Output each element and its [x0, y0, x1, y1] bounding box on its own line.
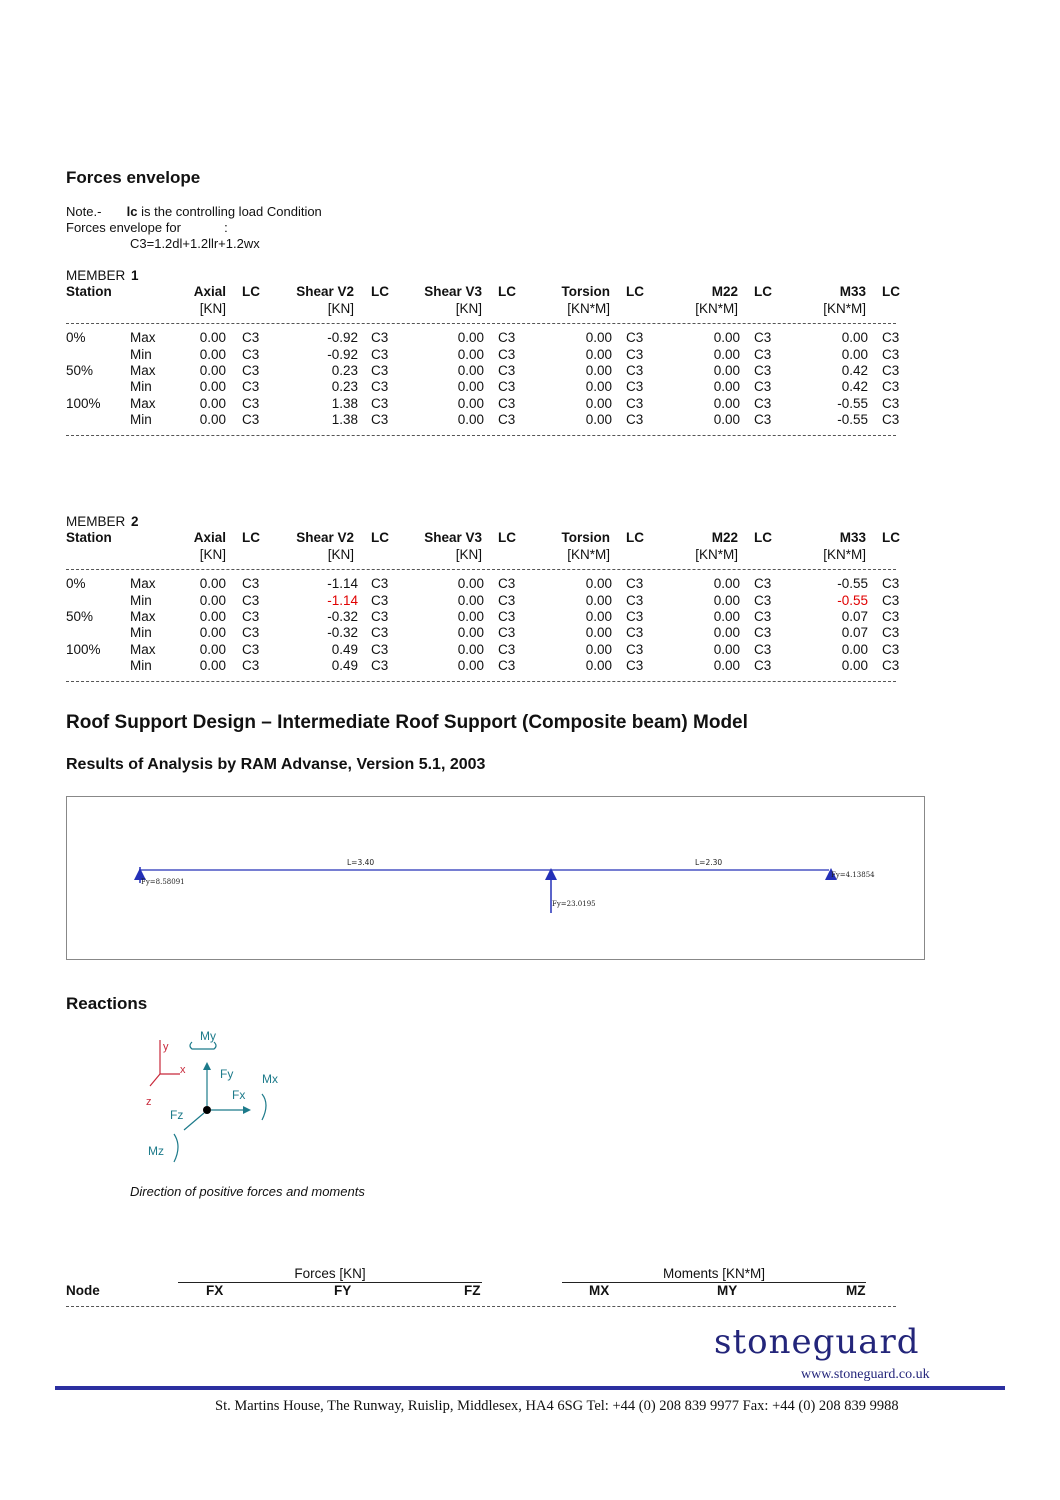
- lc-cell: C3: [371, 395, 389, 411]
- column-header: Torsion: [561, 284, 610, 300]
- member-label: MEMBER: [66, 268, 126, 283]
- lc-cell: C3: [882, 346, 900, 362]
- lc-cell: C3: [882, 625, 900, 641]
- value-cell: 0.00: [585, 330, 612, 346]
- type-cell: Max: [130, 362, 156, 378]
- lc-cell: C3: [242, 592, 260, 608]
- column-header: M33: [839, 284, 866, 300]
- lc-cell: C3: [754, 362, 772, 378]
- value-cell: 0.00: [199, 641, 226, 657]
- design-title: Roof Support Design – Intermediate Roof Support (Composite beam) Model: [66, 712, 748, 733]
- value-cell: 0.00: [199, 362, 226, 378]
- footer-address: St. Martins House, The Runway, Ruislip, Middlesex, HA4 6SG Tel: +44 (0) 208 839 9977 Fax: +44 (0) 208 839 9988: [215, 1398, 899, 1414]
- envelope-for-line: [66, 220, 228, 236]
- design-subtitle: Results of Analysis by RAM Advanse, Version 5.1, 2003: [66, 756, 486, 773]
- lc-header: LC: [371, 530, 389, 546]
- member-number: 2: [131, 514, 139, 529]
- lc-cell: C3: [626, 379, 644, 395]
- type-cell: Min: [130, 379, 152, 395]
- value-cell: 0.00: [585, 576, 612, 592]
- value-cell: 0.00: [841, 346, 868, 362]
- lc-cell: C3: [882, 412, 900, 428]
- dashed-rule: [66, 323, 896, 324]
- lc-header: LC: [498, 530, 516, 546]
- mx-label: Mx: [262, 1072, 278, 1086]
- envelope-for-label: Forces envelope for: [66, 220, 181, 235]
- value-cell: 0.00: [457, 346, 484, 362]
- my-rotation-icon: [190, 1042, 216, 1049]
- reactions-table-divider: [66, 1306, 896, 1307]
- value-cell: 0.07: [841, 625, 868, 641]
- member-units-row: [66, 547, 906, 563]
- value-cell: 0.23: [331, 362, 358, 378]
- table-row: [66, 576, 906, 592]
- member-label: MEMBER: [66, 514, 126, 529]
- lc-cell: C3: [626, 608, 644, 624]
- beam-diagram: [66, 796, 925, 960]
- mx-rotation-icon: [262, 1094, 266, 1120]
- type-cell: Min: [130, 412, 152, 428]
- value-cell: 0.00: [199, 330, 226, 346]
- lc-cell: C3: [371, 346, 389, 362]
- member-divider-bottom: [66, 429, 906, 441]
- value-cell: 0.00: [713, 395, 740, 411]
- station-cell: 50%: [66, 362, 94, 378]
- lc-header: LC: [754, 284, 772, 300]
- column-header: Shear V2: [296, 284, 354, 300]
- z-axis-line: [150, 1074, 160, 1086]
- member-table-2: [66, 514, 906, 687]
- lc-cell: C3: [371, 625, 389, 641]
- lc-cell: C3: [882, 362, 900, 378]
- column-unit: [KN]: [455, 300, 482, 316]
- value-cell: 0.00: [841, 641, 868, 657]
- fy-arrowhead-icon: [203, 1062, 211, 1070]
- value-cell: 0.00: [585, 346, 612, 362]
- value-cell: 0.00: [585, 412, 612, 428]
- lc-cell: C3: [626, 592, 644, 608]
- value-cell: 0.00: [457, 625, 484, 641]
- column-unit: [KN*M]: [567, 546, 610, 562]
- value-cell: 0.00: [457, 576, 484, 592]
- table-row: [66, 658, 906, 674]
- value-cell: -0.55: [837, 412, 868, 428]
- table-row: [66, 642, 906, 658]
- table-row: [66, 347, 906, 363]
- dashed-rule: [66, 681, 896, 682]
- value-cell: 0.00: [713, 362, 740, 378]
- lc-cell: C3: [498, 379, 516, 395]
- column-unit: [KN*M]: [567, 300, 610, 316]
- column-header: Shear V3: [424, 530, 482, 546]
- type-cell: Min: [130, 658, 152, 674]
- value-cell: 0.00: [199, 576, 226, 592]
- lc-cell: C3: [626, 576, 644, 592]
- span1-label: L=3.40: [347, 858, 375, 867]
- forces-group-label: Forces [KN]: [178, 1266, 482, 1283]
- lc-cell: C3: [498, 625, 516, 641]
- z-axis-label: z: [146, 1096, 152, 1108]
- column-header: Shear V3: [424, 284, 482, 300]
- value-cell: 0.00: [199, 395, 226, 411]
- my-label: My: [200, 1029, 216, 1043]
- value-cell: 0.00: [457, 362, 484, 378]
- lc-cell: C3: [371, 330, 389, 346]
- lc-cell: C3: [371, 641, 389, 657]
- y-axis-label: y: [163, 1041, 169, 1053]
- value-cell: 0.00: [713, 641, 740, 657]
- footer-rule: [55, 1386, 1005, 1390]
- lc-cell: C3: [626, 641, 644, 657]
- note-lc: lc: [126, 204, 138, 219]
- value-cell: 0.00: [585, 641, 612, 657]
- value-cell: 0.23: [331, 379, 358, 395]
- lc-cell: C3: [498, 362, 516, 378]
- value-cell: -1.14: [327, 576, 358, 592]
- lc-cell: C3: [371, 379, 389, 395]
- value-cell: 0.42: [841, 362, 868, 378]
- value-cell: -0.32: [327, 608, 358, 624]
- moments-group-label: Moments [KN*M]: [562, 1266, 866, 1283]
- value-cell: 0.00: [713, 576, 740, 592]
- value-cell: 0.00: [457, 658, 484, 674]
- value-cell: 0.00: [585, 658, 612, 674]
- fx-col-header: FX: [206, 1283, 224, 1298]
- value-cell: 0.00: [713, 330, 740, 346]
- lc-cell: C3: [242, 608, 260, 624]
- member-title-row: [66, 514, 906, 530]
- value-cell: 0.00: [457, 412, 484, 428]
- reactions-caption: Direction of positive forces and moments: [130, 1184, 365, 1199]
- value-cell: 0.00: [713, 592, 740, 608]
- value-cell: 1.38: [331, 395, 358, 411]
- value-cell: 0.00: [199, 346, 226, 362]
- type-cell: Max: [130, 608, 156, 624]
- station-cell: 100%: [66, 641, 101, 657]
- lc-cell: C3: [754, 641, 772, 657]
- member-table-1: [66, 268, 906, 441]
- value-cell: -0.55: [837, 395, 868, 411]
- lc-cell: C3: [242, 330, 260, 346]
- value-cell: 0.00: [585, 379, 612, 395]
- lc-cell: C3: [882, 330, 900, 346]
- lc-cell: C3: [754, 576, 772, 592]
- lc-cell: C3: [498, 412, 516, 428]
- value-cell: -0.92: [327, 346, 358, 362]
- value-cell: 0.00: [713, 658, 740, 674]
- forces-envelope-heading: Forces envelope: [66, 168, 201, 187]
- lc-cell: C3: [626, 346, 644, 362]
- lc-cell: C3: [242, 625, 260, 641]
- value-cell: 0.49: [331, 641, 358, 657]
- lc-cell: C3: [498, 608, 516, 624]
- column-header: Torsion: [561, 530, 610, 546]
- lc-cell: C3: [626, 362, 644, 378]
- mx-col-header: MX: [589, 1283, 610, 1298]
- lc-header: LC: [882, 284, 900, 300]
- lc-cell: C3: [754, 346, 772, 362]
- node-col-header: Node: [66, 1283, 100, 1298]
- mz-col-header: MZ: [846, 1283, 866, 1298]
- lc-header: LC: [242, 530, 260, 546]
- station-cell: 0%: [66, 330, 86, 346]
- lc-cell: C3: [626, 625, 644, 641]
- lc-cell: C3: [882, 395, 900, 411]
- value-cell: 0.00: [457, 379, 484, 395]
- column-unit: [KN]: [327, 546, 354, 562]
- axis-convention-diagram: [140, 1024, 300, 1169]
- column-header: M33: [839, 530, 866, 546]
- value-cell: 0.00: [713, 412, 740, 428]
- lc-cell: C3: [626, 658, 644, 674]
- lc-cell: C3: [371, 658, 389, 674]
- value-cell: 0.00: [457, 608, 484, 624]
- node-point: [203, 1106, 211, 1114]
- type-cell: Min: [130, 625, 152, 641]
- fz-col-header: FZ: [464, 1283, 481, 1298]
- value-cell: 0.00: [199, 625, 226, 641]
- value-cell: 1.38: [331, 412, 358, 428]
- dashed-rule: [66, 435, 896, 436]
- station-cell: 50%: [66, 608, 94, 624]
- table-row: [66, 379, 906, 395]
- value-cell: -0.32: [327, 625, 358, 641]
- value-cell: -0.92: [327, 330, 358, 346]
- table-row: [66, 609, 906, 625]
- lc-cell: C3: [242, 379, 260, 395]
- fx-label: Fx: [232, 1088, 246, 1102]
- column-unit: [KN*M]: [823, 300, 866, 316]
- fz-label: Fz: [170, 1108, 184, 1122]
- lc-cell: C3: [754, 592, 772, 608]
- brand-logo: stoneguard: [714, 1322, 920, 1362]
- lc-cell: C3: [754, 412, 772, 428]
- lc-cell: C3: [498, 658, 516, 674]
- member-title-row: [66, 268, 906, 284]
- lc-cell: C3: [754, 608, 772, 624]
- value-cell: 0.42: [841, 379, 868, 395]
- brand-website[interactable]: www.stoneguard.co.uk: [801, 1367, 930, 1382]
- note-label: Note.-: [66, 204, 102, 219]
- lc-cell: C3: [242, 641, 260, 657]
- fz-arrow: [184, 1113, 204, 1130]
- lc-cell: C3: [498, 346, 516, 362]
- lc-header: LC: [498, 284, 516, 300]
- reaction-left-label: Fy=8.58091: [141, 878, 185, 886]
- fx-arrowhead-icon: [243, 1106, 251, 1114]
- value-cell: 0.00: [585, 395, 612, 411]
- column-unit: [KN*M]: [823, 546, 866, 562]
- lc-cell: C3: [498, 576, 516, 592]
- member-divider-top: [66, 563, 906, 576]
- value-cell: 0.00: [841, 658, 868, 674]
- value-cell: -1.14: [327, 592, 358, 608]
- column-unit: [KN*M]: [695, 300, 738, 316]
- lc-cell: C3: [371, 576, 389, 592]
- lc-cell: C3: [882, 608, 900, 624]
- lc-cell: C3: [242, 395, 260, 411]
- station-cell: 100%: [66, 395, 101, 411]
- lc-cell: C3: [242, 576, 260, 592]
- lc-cell: C3: [371, 608, 389, 624]
- lc-cell: C3: [242, 658, 260, 674]
- column-unit: [KN]: [199, 300, 226, 316]
- table-row: [66, 625, 906, 641]
- mz-label: Mz: [148, 1144, 164, 1158]
- lc-cell: C3: [242, 412, 260, 428]
- lc-cell: C3: [882, 658, 900, 674]
- lc-cell: C3: [882, 379, 900, 395]
- column-header: Axial: [193, 530, 226, 546]
- type-cell: Max: [130, 395, 156, 411]
- lc-cell: C3: [498, 395, 516, 411]
- column-unit: [KN*M]: [695, 546, 738, 562]
- mz-rotation-icon: [174, 1134, 178, 1162]
- lc-cell: C3: [754, 379, 772, 395]
- lc-header: LC: [371, 284, 389, 300]
- value-cell: 0.00: [199, 379, 226, 395]
- value-cell: -0.55: [837, 592, 868, 608]
- value-cell: 0.07: [841, 608, 868, 624]
- lc-cell: C3: [882, 576, 900, 592]
- column-header: Axial: [193, 284, 226, 300]
- lc-cell: C3: [882, 641, 900, 657]
- value-cell: 0.00: [585, 608, 612, 624]
- type-cell: Max: [130, 330, 156, 346]
- lc-header: LC: [242, 284, 260, 300]
- value-cell: 0.00: [199, 658, 226, 674]
- lc-cell: C3: [754, 658, 772, 674]
- value-cell: 0.00: [585, 362, 612, 378]
- span2-label: L=2.30: [695, 858, 723, 867]
- lc-cell: C3: [371, 592, 389, 608]
- table-row: [66, 396, 906, 412]
- value-cell: 0.00: [199, 608, 226, 624]
- table-row: [66, 593, 906, 609]
- lc-cell: C3: [626, 412, 644, 428]
- fy-label: Fy: [220, 1067, 234, 1081]
- beam-diagram-svg: [67, 797, 924, 959]
- envelope-for-colon: :: [224, 220, 228, 235]
- lc-cell: C3: [754, 395, 772, 411]
- member-divider-top: [66, 317, 906, 330]
- value-cell: 0.00: [199, 412, 226, 428]
- table-row: [66, 363, 906, 379]
- member-number: 1: [131, 268, 139, 283]
- member-units-row: [66, 301, 906, 317]
- reaction-mid-label: Fy=23.0195: [552, 900, 596, 908]
- station-header: Station: [66, 284, 112, 300]
- lc-cell: C3: [754, 330, 772, 346]
- lc-cell: C3: [371, 362, 389, 378]
- value-cell: 0.49: [331, 658, 358, 674]
- reactions-table-header: [0, 1264, 1060, 1310]
- reactions-heading: Reactions: [66, 994, 148, 1013]
- lc-header: LC: [754, 530, 772, 546]
- reaction-right-label: Fy=4.13854: [831, 871, 875, 879]
- value-cell: 0.00: [713, 625, 740, 641]
- my-col-header: MY: [717, 1283, 738, 1298]
- lc-cell: C3: [498, 592, 516, 608]
- value-cell: 0.00: [585, 592, 612, 608]
- value-cell: 0.00: [713, 346, 740, 362]
- member-divider-bottom: [66, 675, 906, 687]
- lc-cell: C3: [242, 346, 260, 362]
- column-unit: [KN]: [199, 546, 226, 562]
- lc-cell: C3: [498, 330, 516, 346]
- column-header: Shear V2: [296, 530, 354, 546]
- column-unit: [KN]: [327, 300, 354, 316]
- lc-cell: C3: [498, 641, 516, 657]
- value-cell: 0.00: [713, 379, 740, 395]
- station-header: Station: [66, 530, 112, 546]
- lc-cell: C3: [626, 395, 644, 411]
- column-unit: [KN]: [455, 546, 482, 562]
- station-cell: 0%: [66, 576, 86, 592]
- value-cell: 0.00: [457, 592, 484, 608]
- member-header-row: [66, 530, 906, 546]
- lc-cell: C3: [242, 362, 260, 378]
- value-cell: 0.00: [199, 592, 226, 608]
- x-axis-label: x: [180, 1064, 186, 1076]
- lc-header: LC: [626, 284, 644, 300]
- value-cell: 0.00: [841, 330, 868, 346]
- note-line: [66, 204, 322, 220]
- load-combination: C3=1.2dl+1.2llr+1.2wx: [130, 236, 260, 251]
- member-header-row: [66, 284, 906, 300]
- lc-cell: C3: [882, 592, 900, 608]
- dashed-rule: [66, 569, 896, 570]
- fy-col-header: FY: [334, 1283, 352, 1298]
- lc-header: LC: [882, 530, 900, 546]
- value-cell: 0.00: [713, 608, 740, 624]
- value-cell: 0.00: [457, 395, 484, 411]
- lc-cell: C3: [626, 330, 644, 346]
- value-cell: 0.00: [457, 330, 484, 346]
- lc-cell: C3: [754, 625, 772, 641]
- lc-cell: C3: [371, 412, 389, 428]
- value-cell: 0.00: [585, 625, 612, 641]
- lc-header: LC: [626, 530, 644, 546]
- table-row: [66, 330, 906, 346]
- value-cell: -0.55: [837, 576, 868, 592]
- type-cell: Max: [130, 576, 156, 592]
- table-row: [66, 412, 906, 428]
- column-header: M22: [711, 530, 738, 546]
- type-cell: Max: [130, 641, 156, 657]
- type-cell: Min: [130, 592, 152, 608]
- note-text: is the controlling load Condition: [141, 204, 322, 219]
- column-header: M22: [711, 284, 738, 300]
- type-cell: Min: [130, 346, 152, 362]
- value-cell: 0.00: [457, 641, 484, 657]
